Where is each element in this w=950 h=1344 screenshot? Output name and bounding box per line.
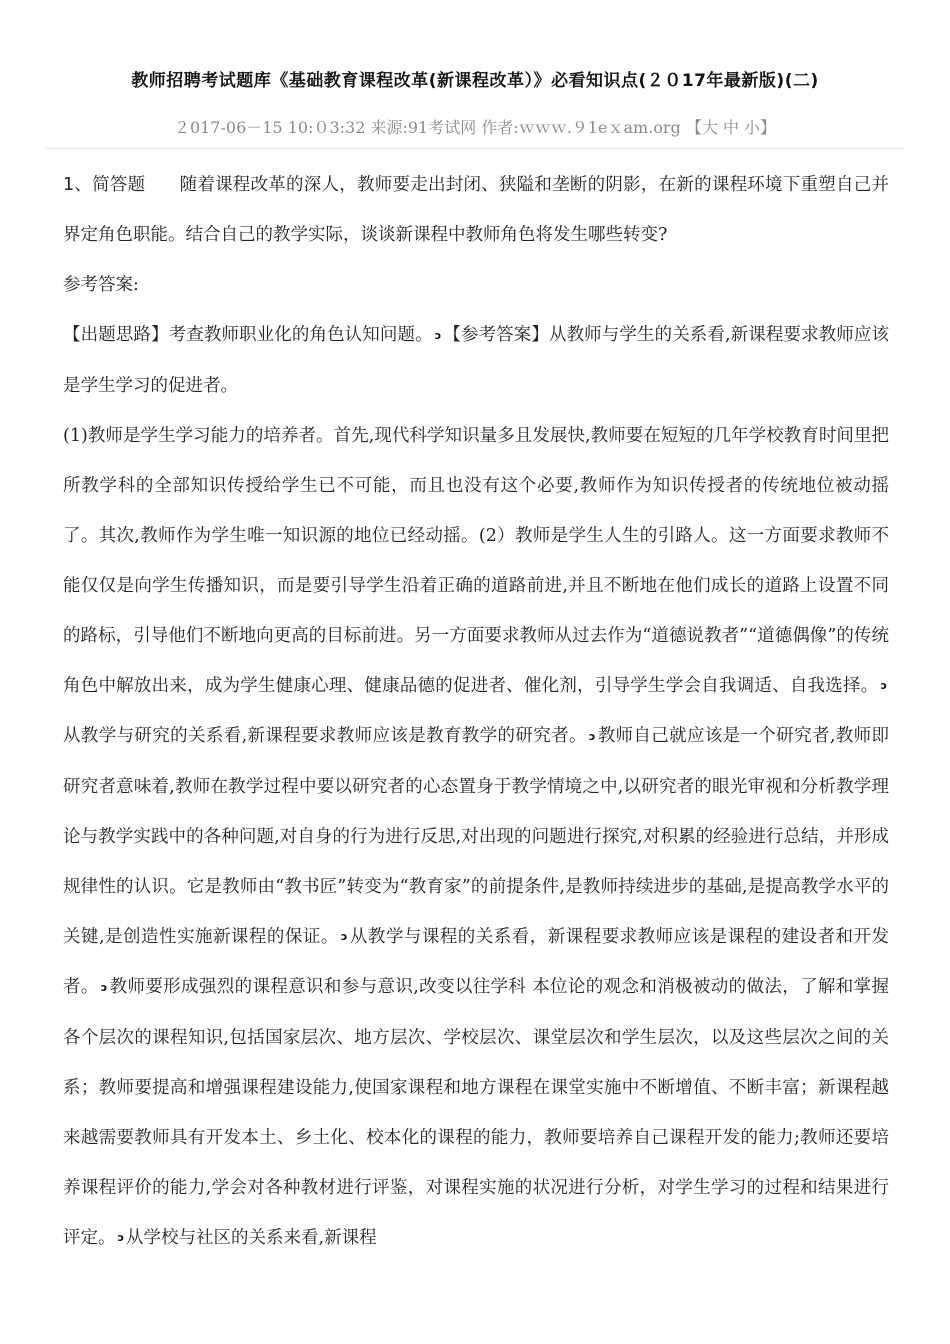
answer-text: 【参考答案】从教师与学生的关系看,新课程要求教师应该是学生学习的促进者。 [63, 325, 890, 396]
bullet-marker-icon: ↄ [117, 1231, 125, 1244]
answer-text: 从教学与研究的关系看,新课程要求教师应该是教育教学的研究者。 [63, 726, 587, 746]
question-label: 1、简答题 [63, 175, 146, 195]
bullet-marker-icon: ↄ [434, 328, 442, 342]
article-body [63, 160, 889, 1263]
answer-text: (1)教师是学生学习能力的培养者。首先,现代科学知识量多且发展快,教师要在短短的几年学校教育时间里把所教学科的全部知识传授给学生已不可能，而且也没有这个必要,教师作为知识传授者的传统地位被动摇了。其次,教师作为学生唯一知识源的地位已经动摇。(2）教师是学生人生的引路人。这一方面要求教师不能仅仅是向学生传播知识，而是要引导学生沿着正确的道路前进,并且不断地在他们成长的道路上设置不同的路标，引导他们不断地向更高的目标前进。另一方面要求教师从过去作为“道德说教者”“道德偶像”的传统角色中解放出来，成为学生健康心理、健康品德的促进者、催化剂，引导学生学会自我调适、自我选择。 [63, 425, 889, 696]
source-text: 来源:91考试网 [370, 118, 477, 137]
bullet-marker-icon: ↄ [880, 679, 887, 692]
answer-heading: 参考答案: [63, 275, 139, 295]
article-meta [0, 115, 950, 138]
divider [46, 148, 904, 149]
answer-text: 【出题思路】考查教师职业化的角色认知问题。 [63, 325, 433, 345]
article-title: 教师招聘考试题库《基础教育课程改革(新课程改革）》必看知识点(２０17年最新版)(二) [131, 71, 819, 91]
bullet-marker-icon: ↄ [100, 980, 108, 994]
bullet-marker-icon: ↄ [340, 930, 348, 943]
publish-date: ２017-06－15 10:０3:32 [173, 118, 366, 137]
answer-text: 教师要形成强烈的课程意识和参与意识,改变以往学科 本位论的观念和消极被动的做法，了解和掌握各个层次的课程知识,包括国家层次、地方层次、学校层次、课堂层次和学生层次，以及这些层次之间的关系；教师要提高和增强课程建设能力,使国家课程和地方课程在课堂实施中不断增值、不断丰富；新课程越来越需要教师具有开发本土、乡土化、校本化的课程的能力，教师要培养自己课程开发的能力;教师还要培养课程评价的能力,学会对各种教材进行评鉴，对课程实施的状况进行分析，对学生学习的过程和结果进行评定。 [63, 977, 889, 1248]
answer-paragraph-1 [63, 310, 889, 411]
answer-text: 从学校与社区的关系来看,新课程 [126, 1227, 377, 1248]
question-text: 随着课程改革的深人，教师要走出封闭、狭隘和垄断的阴影，在新的课程环境下重塑自己并界定角色职能。结合自己的教学实际，谈谈新课程中教师角色将发生哪些转变? [63, 175, 889, 245]
author-text: 作者:ｗｗｗ.９1eｘam.org [481, 118, 681, 137]
answer-text: 教师自己就应该是一个研究者,教师即研究者意味着,教师在教学过程中要以研究者的心态置身于教学情境之中,以研究者的眼光审视和分析教学理论与教学实践中的各种问题,对自身的行为进行反思,对出现的问题进行探究,对积累的经验进行总结，并形成规律性的认识。它是教师由“教书匠”转变为“教育家”的前提条件,是教师持续进步的基础,是提高教学水平的关键,是创造性实施新课程的保证。 [63, 726, 889, 947]
question-paragraph [63, 160, 889, 260]
answer-paragraph-2 [63, 411, 889, 1264]
bullet-marker-icon: ↄ [588, 729, 596, 743]
font-size-control[interactable]: 【大 中 小】 [685, 118, 777, 137]
answer-text: 从教学与课程的关系看，新课程要求教师应该是课程的建设者和开发者。 [63, 926, 890, 997]
